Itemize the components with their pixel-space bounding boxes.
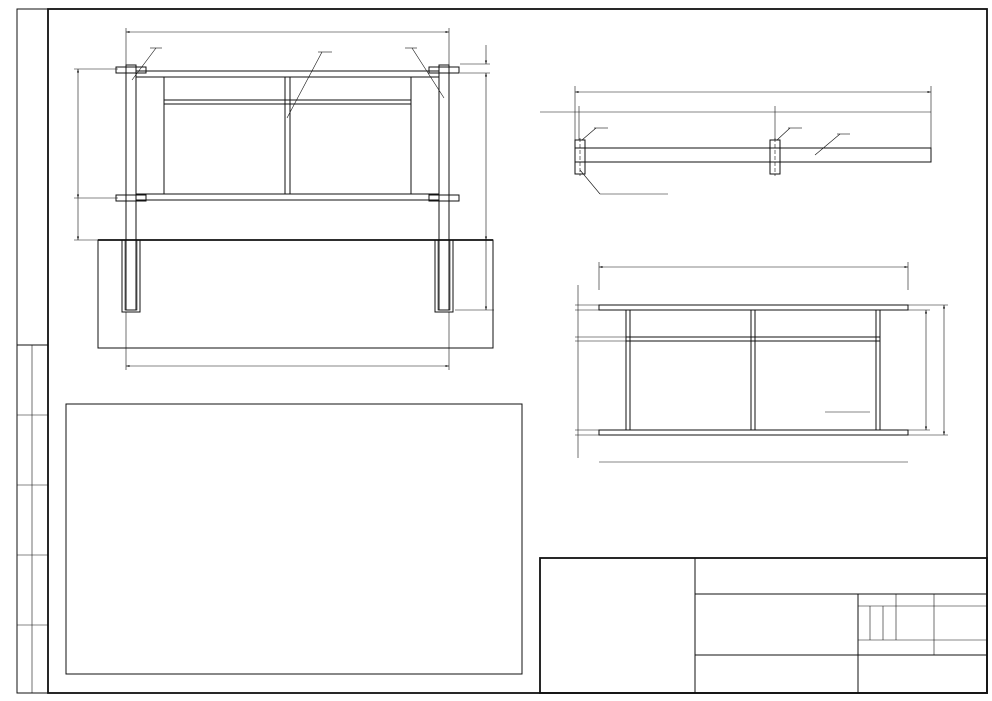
- stoyka-view: [540, 86, 931, 194]
- sektsiya-view: [575, 262, 948, 462]
- specification: [66, 404, 522, 674]
- post-left: [126, 65, 136, 310]
- top-rail: [136, 71, 439, 77]
- side-stamp: [17, 345, 48, 693]
- outer-frame: [17, 9, 987, 693]
- post-right: [439, 65, 449, 310]
- inner-frame: [48, 9, 987, 693]
- concrete-foundation: [98, 240, 493, 348]
- title-block: [540, 558, 987, 693]
- main-view: [74, 28, 494, 370]
- stoyka-pipe: [575, 148, 931, 162]
- bottom-rail: [136, 194, 439, 200]
